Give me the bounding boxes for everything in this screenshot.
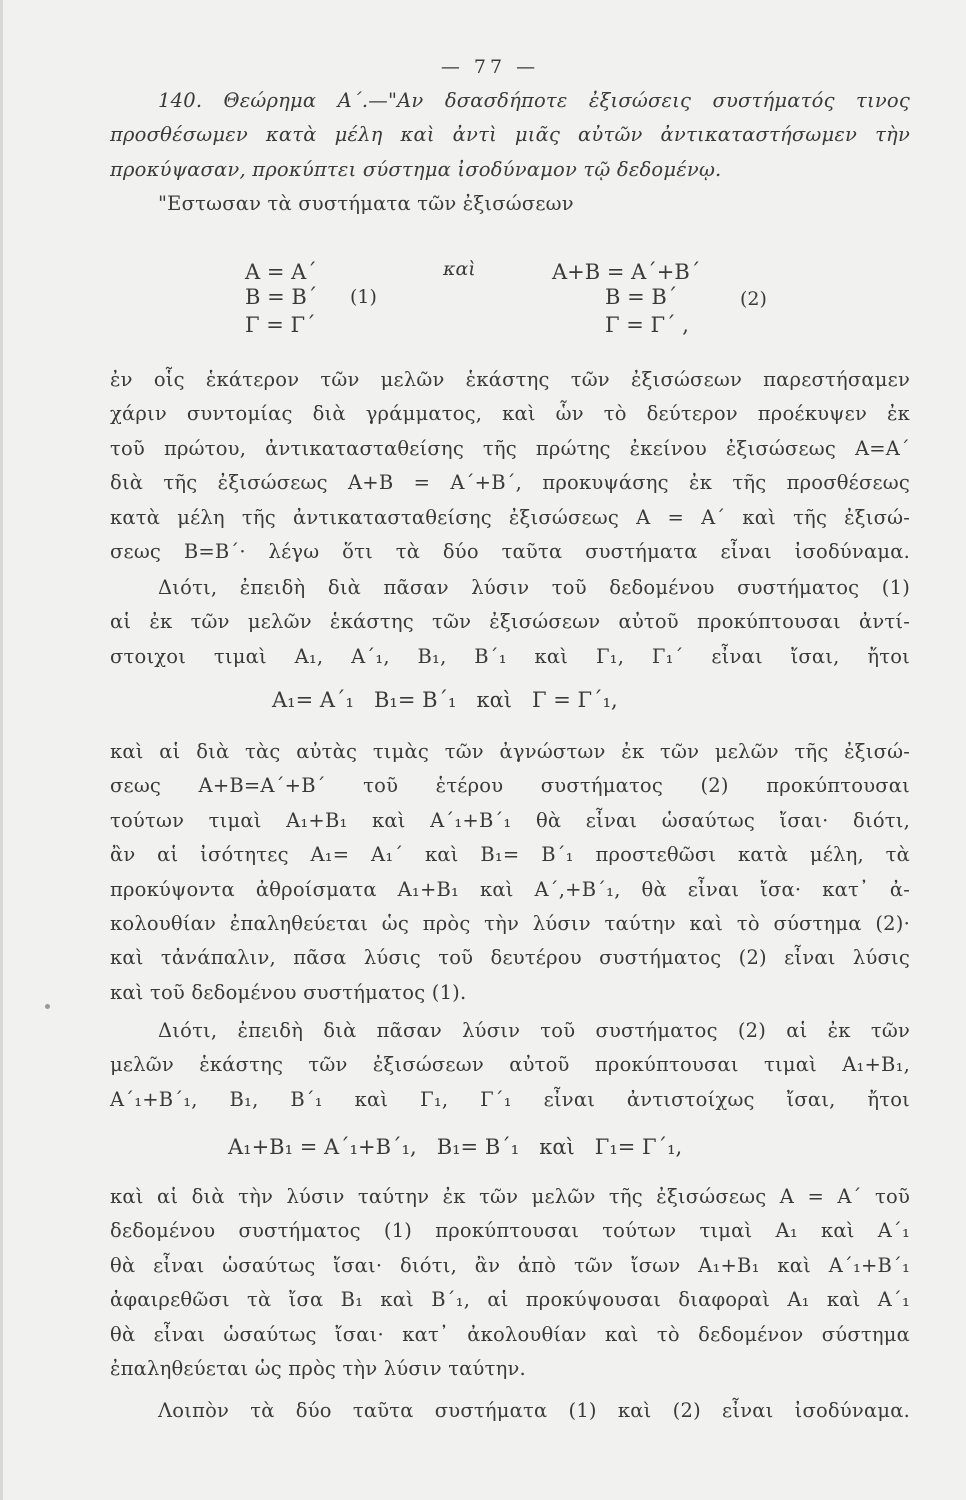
intro-line: "Εστωσαν τὰ συστήματα τῶν ἐξισώσεων [158,192,574,216]
system1-label: (1) [350,286,377,308]
text-line: ἐπαληθεύεται ὡς πρὸς τὴν λύσιν ταύτην. [110,1356,526,1380]
equation-4: A₁+B₁ = A΄₁+B΄₁, B₁= B΄₁ καὶ Γ₁= Γ΄₁, [228,1135,683,1159]
paragraph-4 [110,1014,910,1117]
text-line: ἀφαιρεθῶσι τὰ ἴσα B₁ καὶ B΄₁, αἱ προκύψουσαι διαφοραὶ A₁ καὶ A΄₁ [110,1288,910,1312]
system2-eq1: A+B = A΄+B΄ [552,260,701,284]
text-line: προκύψοντα ἀθροίσματα A₁+B₁ καὶ A΄,+B΄₁, θὰ εἶναι ἴσα· κατ᾿ ἀ- [110,877,910,901]
text-line: ἐν οἷς ἑκάτερον τῶν μελῶν ἑκάστης τῶν ἐξισώσεων παρεστήσαμεν [110,368,910,391]
theorem-statement [110,84,910,222]
paper-speck [45,1004,50,1009]
text-line: καὶ αἱ διὰ τὴν λύσιν ταύτην ἐκ τῶν μελῶν τῆς ἐξισώσεως A = A΄ τοῦ [110,1185,910,1208]
text-line: μελῶν ἑκάστης τῶν ἐξισώσεων αὐτοῦ προκύπτουσαι τιμαὶ A₁+B₁, [110,1053,910,1077]
system2-eq2: B = B΄ [605,285,678,309]
text-line: ἂν αἱ ἰσότητες A₁= A₁΄ καὶ B₁= B΄₁ προστεθῶσι κατὰ μέλη, τὰ [110,843,910,867]
system2-eq3: Γ = Γ΄ , [605,313,689,337]
text-line: σεως A+B=A΄+B΄ τοῦ ἑτέρου συστήματος (2) προκύπτουσαι [110,774,910,798]
text-line: καὶ τἀνάπαλιν, πᾶσα λύσις τοῦ δευτέρου συστήματος (2) εἶναι λύσις [110,946,910,970]
system1-eq2: B = B΄ [245,285,318,309]
theorem-line: 140. Θεώρημα Α΄.—"Αν δσασδήποτε ἐξισώσεις συστήματός τινος [158,89,910,112]
text-line: κολουθίαν ἐπαληθεύεται ὡς πρὸς τὴν λύσιν ταύτην καὶ τὸ σύστημα (2)· [110,911,910,935]
paragraph-3 [110,735,910,1010]
text-line: A΄₁+B΄₁, B₁, B΄₁ καὶ Γ₁, Γ΄₁ εἶναι ἀντιστοίχως ἴσαι, ἤτοι [110,1087,910,1111]
text-line: κατὰ μέλη τῆς ἀντικατασταθείσης ἐξισώσεως A = A΄ καὶ τῆς ἐξισώ- [110,505,910,529]
text-line: τοῦ πρώτου, ἀντικατασταθείσης τῆς πρώτης ἐκείνου ἐξισώσεως A=A΄ [110,436,910,460]
theorem-line: προσθέσωμεν κατὰ μέλη καὶ ἀντὶ μιᾶς αὐτῶν ἀντικαταστήσωμεν τὴν [110,123,910,147]
text-line: θὰ εἶναι ὡσαύτως ἴσαι· κατ᾿ ἀκολουθίαν καὶ τὸ δεδομένον σύστημα [110,1322,910,1346]
text-line: Διότι, ἐπειδὴ διὰ πᾶσαν λύσιν τοῦ συστήματος (2) αἱ ἐκ τῶν [158,1019,910,1042]
system2-label: (2) [740,288,767,310]
system1-eq1: A = A΄ [245,260,317,284]
paragraph-2 [110,571,910,674]
text-line: δεδομένου συστήματος (1) προκύπτουσαι τούτων τιμαὶ A₁ καὶ A΄₁ [110,1219,910,1243]
equation-3: A₁= A΄₁ B₁= B΄₁ καὶ Γ = Γ΄₁, [272,688,618,712]
text-line: αἱ ἐκ τῶν μελῶν ἑκάστης τῶν ἐξισώσεων αὐτοῦ προκύπτουσαι ἀντί- [110,610,910,634]
text-line: σεως B=B΄· λέγω ὅτι τὰ δύο ταῦτα συστήματα εἶναι ἰσοδύναμα. [110,539,910,563]
system1-eq3: Γ = Γ΄ [245,313,316,337]
paragraph-5 [110,1180,910,1386]
page-number: — 77 — [440,56,540,78]
text-line: καὶ αἱ διὰ τὰς αὐτὰς τιμὰς τῶν ἀγνώστων ἐκ τῶν μελῶν τῆς ἐξισώ- [110,740,910,763]
paragraph-6 [110,1394,910,1428]
text-line: διὰ τῆς ἐξισώσεως A+B = A΄+B΄, προκυψάσης ἐκ τῆς προσθέσεως [110,471,910,495]
text-line: καὶ τοῦ δεδομένου συστήματος (1). [110,980,467,1004]
system-conjunction: καὶ [443,258,476,280]
theorem-line: προκύψασαν, προκύπτει σύστημα ἰσοδύναμον τῷ δεδομένῳ. [110,157,722,181]
page-edge-shadow [0,0,3,1500]
text-line: στοιχοι τιμαὶ A₁, A΄₁, B₁, B΄₁ καὶ Γ₁, Γ₁΄ εἶναι ἴσαι, ἤτοι [110,644,910,668]
text-line: τούτων τιμαὶ A₁+B₁ καὶ A΄₁+B΄₁ θὰ εἶναι ὡσαύτως ἴσαι· διότι, [110,808,910,832]
text-line: χάριν συντομίας διὰ γράμματος, καὶ ὧν τὸ δεύτερον προέκυψεν ἐκ [110,402,910,426]
text-line: θὰ εἶναι ὡσαύτως ἴσαι· διότι, ἂν ἀπὸ τῶν ἴσων A₁+B₁ καὶ A΄₁+B΄₁ [110,1253,910,1277]
paragraph-1 [110,363,910,569]
text-line: Διότι, ἐπειδὴ διὰ πᾶσαν λύσιν τοῦ δεδομένου συστήματος (1) [158,576,910,599]
text-line: Λοιπὸν τὰ δύο ταῦτα συστήματα (1) καὶ (2) εἶναι ἰσοδύναμα. [158,1399,910,1422]
